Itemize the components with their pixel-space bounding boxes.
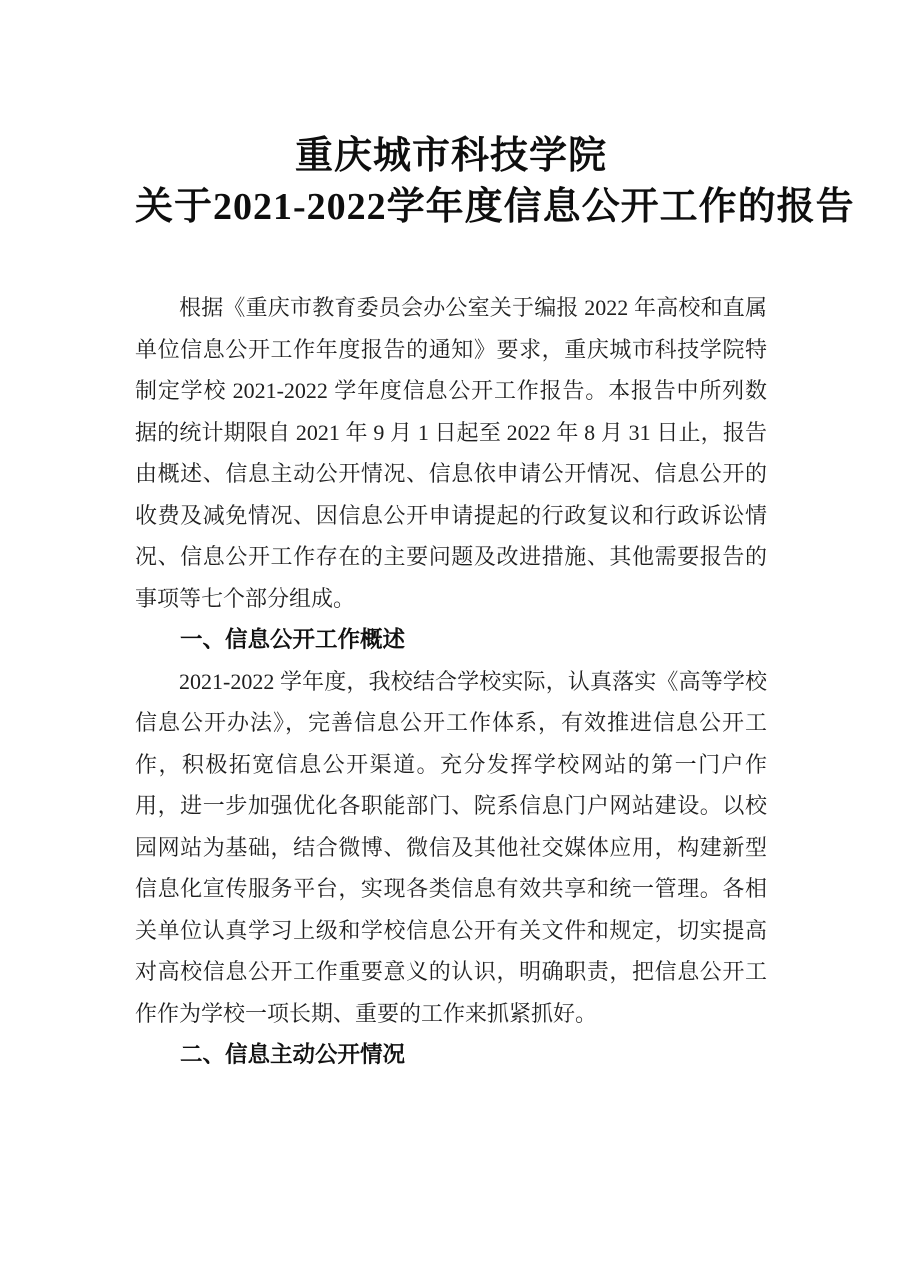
paragraph-overview-detail: 2021-2022 学年度，我校结合学校实际，认真落实《高等学校信息公开办法》，完善信息公开工作体系，有效推进信息公开工作，积极拓宽信息公开渠道。充分发挥学校网站的第一门户作用，进一步加强优化各职能部门、院系信息门户网站建设。以校园网站为基础，结合微博、微信及其他社交媒体应用，构建新型信息化宣传服务平台，实现各类信息有效共享和统一管理。各相关单位认真学习上级和学校信息公开有关文件和规定，切实提高对高校信息公开工作重要意义的认识，明确职责，把信息公开工作作为学校一项长期、重要的工作来抓紧抓好。 xyxy=(135,668,767,1026)
section-heading-overview: 一、信息公开工作概述 xyxy=(180,627,406,653)
title-line-1: 重庆城市科技学院 xyxy=(294,135,607,178)
paragraph-report-intro: 根据《重庆市教育委员会办公室关于编报 2022 年高校和直属单位信息公开工作年度报告的通知》要求，重庆城市科技学院特制定学校 2021-2022 学年度信息公开工作报告。本报告中所列数据的统计期限自 2021 年 9 月 1 日起至 2022 年 8 月 31 日止，报告由概述、信息主动公开情况、信息依申请公开情况、信息公开的收费及减免情况、因信息公开申请提起的行政复议和行政诉讼情况、信息公开工作存在的主要问题及改进措施、其他需要报告的事项等七个部分组成。 xyxy=(135,295,767,611)
title-line-2: 关于2021-2022学年度信息公开工作的报告 xyxy=(135,186,855,229)
document-content xyxy=(135,106,855,1076)
section-heading-active-disclosure: 二、信息主动公开情况 xyxy=(180,1042,406,1068)
document-title xyxy=(135,131,855,233)
document-body xyxy=(135,287,767,1076)
